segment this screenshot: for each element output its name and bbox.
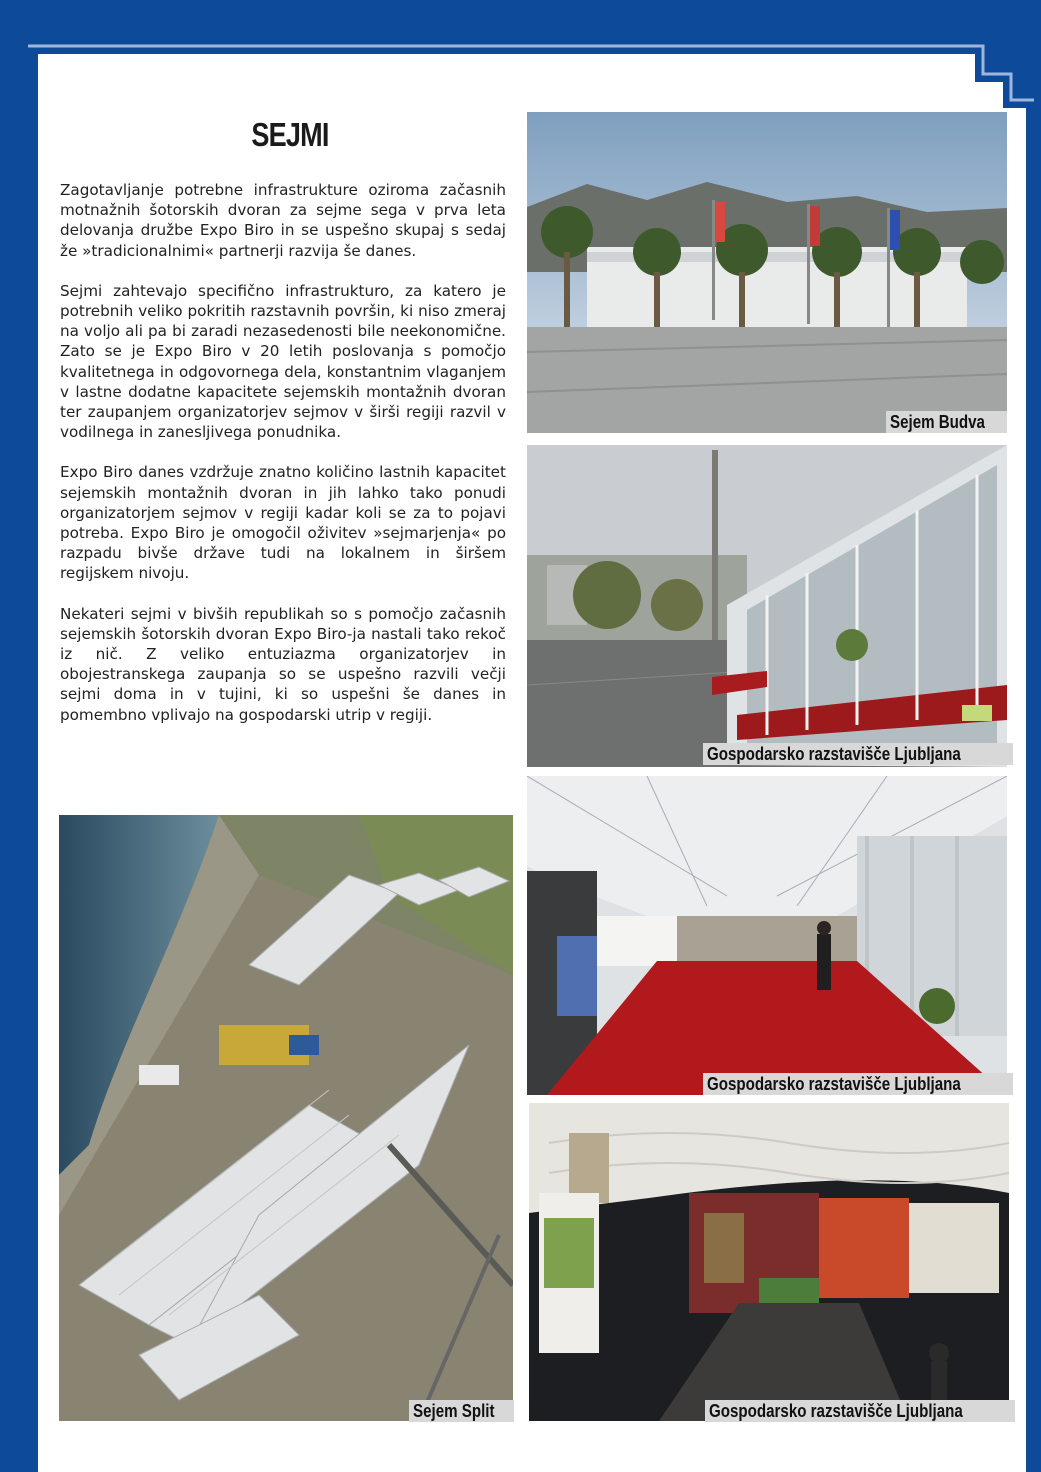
- photo-ljubljana-interior: [527, 776, 1007, 1095]
- photo-sejem-split: [59, 815, 513, 1421]
- caption-ljubljana-interior: Gospodarsko razstavišče Ljubljana: [703, 1073, 1013, 1095]
- caption-ljubljana-exterior: Gospodarsko razstavišče Ljubljana: [703, 743, 1013, 765]
- paragraph-4: Nekateri sejmi v bivših republikah so s pomočjo začasnih sejemskih šotorskih dvoran Expo Biro-ja nastali tako rekoč iz nič. Z veliko entuziazma organizatorjev in obojestranskega zaupanja so se uspešno razvili večji sejmi doma in v tujini, ki so uspešni še danes in pomembno vplivajo na gospodarski utrip v regiji.: [60, 604, 506, 724]
- caption-ljubljana-exhibition: Gospodarsko razstavišče Ljubljana: [705, 1400, 1015, 1422]
- photo-ljubljana-exterior: [527, 445, 1007, 767]
- page-title: SEJMI: [251, 116, 329, 153]
- photo-sejem-budva: [527, 112, 1007, 433]
- caption-sejem-split: Sejem Split: [409, 1400, 514, 1422]
- photo-ljubljana-exhibition: [529, 1103, 1009, 1421]
- body-text: [60, 180, 506, 745]
- caption-sejem-budva: Sejem Budva: [886, 411, 1007, 433]
- paragraph-1: Zagotavljanje potrebne infrastrukture oziroma začasnih motnažnih šotorskih dvoran za sejme sega v prva leta delovanja družbe Expo Biro in se uspešno skupaj s sedaj že »tradicionalnimi« partnerji razvija še danes.: [60, 181, 506, 260]
- paragraph-3: Expo Biro danes vzdržuje znatno količino lastnih kapacitet sejemskih montažnih dvoran in jih lahko tako ponudi organizatorjem sejmov v regiji kadar koli se za to pojavi potreba. Expo Biro je omogočil oživitev »sejmarjenja« po razpadu bivše države tudi na lokalnem in širšem regijskem nivoju.: [60, 463, 506, 583]
- paragraph-2: Sejmi zahtevajo specifično infrastrukturo, za katero je potrebnih veliko pokritih razstavnih površin, ki niso zmeraj na voljo ali pa bi zaradi nezasedenosti bile neekonomične. Zato se je Expo Biro v 20 letih poslovanja s pomočjo kvalitetnega in odgovornega dela, konstantnim vlaganjem v lastne dodatne kapacitete sejemskih montažnih dvoran ter zaupanjem organizatorjev sejmov v širši regiji razvil v vodilnega in zanesljivega ponudnika.: [60, 281, 506, 442]
